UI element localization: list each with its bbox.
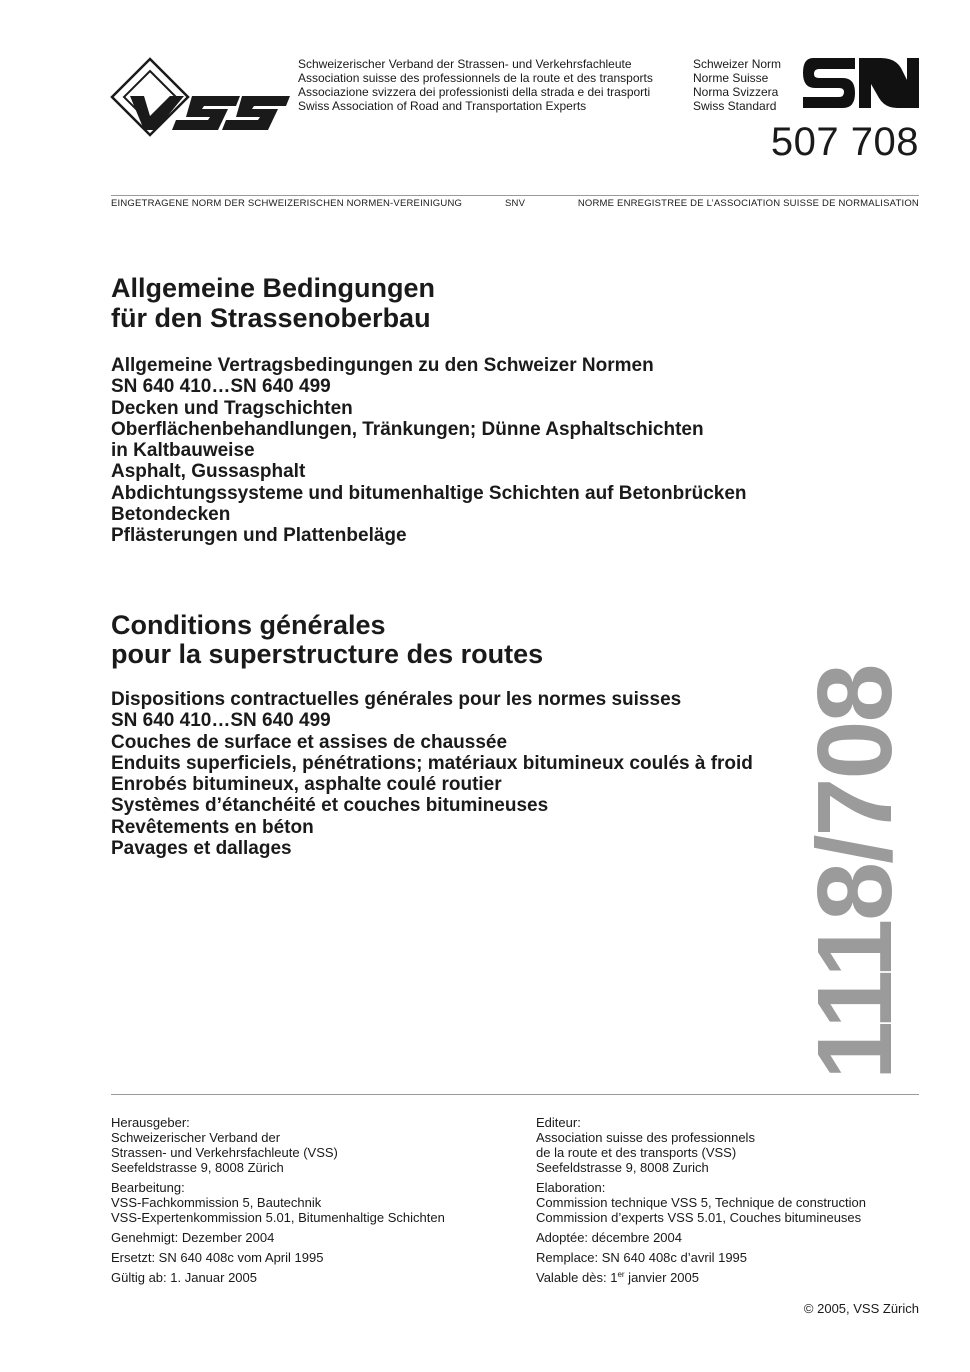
footer-de xyxy=(111,1115,445,1285)
title-fr-line-2: pour la superstructure des routes xyxy=(111,639,544,669)
replaces-fr: Remplace: SN 640 408c d’avril 1995 xyxy=(536,1250,748,1265)
subtitle-de: Oberflächenbehandlungen, Tränkungen; Dünne Asphaltschichten xyxy=(111,418,704,440)
subtitles-de xyxy=(111,355,747,547)
subtitle-de: Pflästerungen und Plattenbeläge xyxy=(111,525,407,547)
norm-type-it: Norma Svizzera xyxy=(693,85,779,99)
elaboration-label-fr: Elaboration: xyxy=(536,1180,606,1195)
title-de-line-2: für den Strassenoberbau xyxy=(111,303,431,333)
elaboration-line-fr: Commission d’experts VSS 5.01, Couches bitumineuses xyxy=(536,1210,862,1225)
sn-logo xyxy=(803,58,919,108)
subtitle-de: SN 640 410…SN 640 499 xyxy=(111,376,331,398)
org-name-de: Schweizerischer Verband der Strassen- und Verkehrsfachleute xyxy=(298,57,632,71)
elaboration-line-de: VSS-Expertenkommission 5.01, Bitumenhaltige Schichten xyxy=(111,1210,445,1225)
valid-from-fr-prefix: Valable dès: 1 xyxy=(536,1270,618,1285)
subtitle-de: in Kaltbauweise xyxy=(111,440,255,462)
publisher-line-fr: de la route et des transports (VSS) xyxy=(536,1145,737,1160)
subtitle-fr: Revêtements en béton xyxy=(111,816,314,838)
elaboration-label-de: Bearbeitung: xyxy=(111,1180,185,1195)
valid-from-fr-ordinal: er xyxy=(617,1270,625,1279)
replaces-de: Ersetzt: SN 640 408c vom April 1995 xyxy=(111,1250,324,1265)
vertical-document-code: 1118/708 xyxy=(796,665,914,1080)
org-name-it: Associazione svizzera dei professionisti della strada e dei trasporti xyxy=(298,85,651,99)
publisher-line-fr: Association suisse des professionnels xyxy=(536,1130,755,1145)
publisher-label-de: Herausgeber: xyxy=(111,1115,190,1130)
norm-type-fr: Norme Suisse xyxy=(693,71,769,85)
subtitle-fr: Enduits superficiels, pénétrations; matériaux bitumineux coulés à froid xyxy=(111,752,753,774)
adopted-fr: Adoptée: décembre 2004 xyxy=(536,1230,682,1245)
subtitle-fr: Dispositions contractuelles générales pour les normes suisses xyxy=(111,689,682,710)
subtitle-de: Betondecken xyxy=(111,504,231,526)
registration-fr: NORME ENREGISTREE DE L’ASSOCIATION SUISSE DE NORMALISATION xyxy=(577,198,919,209)
title-fr-line-1: Conditions générales xyxy=(111,610,386,640)
publisher-line-de: Strassen- und Verkehrsfachleute (VSS) xyxy=(111,1145,338,1160)
elaboration-line-de: VSS-Fachkommission 5, Bautechnik xyxy=(111,1195,322,1210)
norm-type-en: Swiss Standard xyxy=(693,99,777,113)
subtitle-fr: Couches de surface et assises de chaussée xyxy=(111,731,508,753)
norm-type-labels xyxy=(693,57,781,113)
valid-from-fr xyxy=(536,1270,866,1285)
subtitle-fr: SN 640 410…SN 640 499 xyxy=(111,710,331,732)
registration-snv: SNV xyxy=(505,198,526,209)
subtitle-fr: Enrobés bitumineux, asphalte coulé routier xyxy=(111,774,502,796)
title-de-line-1: Allgemeine Bedingungen xyxy=(111,273,436,303)
subtitle-fr: Pavages et dallages xyxy=(111,838,292,860)
org-name-en: Swiss Association of Road and Transportation Experts xyxy=(298,99,587,113)
subtitle-de: Allgemeine Vertragsbedingungen zu den Schweizer Normen xyxy=(111,355,654,376)
norm-type-de: Schweizer Norm xyxy=(693,57,782,71)
organization-names xyxy=(298,57,653,113)
subtitle-de: Asphalt, Gussasphalt xyxy=(111,461,306,483)
approved-de: Genehmigt: Dezember 2004 xyxy=(111,1230,275,1245)
subtitle-de: Decken und Tragschichten xyxy=(111,397,353,419)
valid-from-de: Gültig ab: 1. Januar 2005 xyxy=(111,1270,257,1285)
valid-from-fr-suffix: janvier 2005 xyxy=(624,1270,700,1285)
copyright: © 2005, VSS Zürich xyxy=(803,1301,919,1316)
top-divider xyxy=(111,195,919,196)
vss-logo xyxy=(110,56,290,142)
publisher-label-fr: Editeur: xyxy=(536,1115,581,1130)
elaboration-line-fr: Commission technique VSS 5, Technique de construction xyxy=(536,1195,867,1210)
bottom-divider xyxy=(111,1094,919,1095)
publisher-line-de: Seefeldstrasse 9, 8008 Zürich xyxy=(111,1160,284,1175)
subtitle-fr: Systèmes d’étanchéité et couches bitumineuses xyxy=(111,795,549,817)
subtitle-de: Abdichtungssysteme und bitumenhaltige Schichten auf Betonbrücken xyxy=(111,482,747,504)
subtitles-fr xyxy=(111,689,753,859)
registration-de: EINGETRAGENE NORM DER SCHWEIZERISCHEN NORMEN-VEREINIGUNG xyxy=(111,198,463,209)
publisher-line-fr: Seefeldstrasse 9, 8008 Zurich xyxy=(536,1160,709,1175)
norm-number: 507 708 xyxy=(770,120,919,164)
org-name-fr: Association suisse des professionnels de la route et des transports xyxy=(298,71,653,85)
footer-fr xyxy=(536,1115,866,1285)
publisher-line-de: Schweizerischer Verband der xyxy=(111,1130,281,1145)
